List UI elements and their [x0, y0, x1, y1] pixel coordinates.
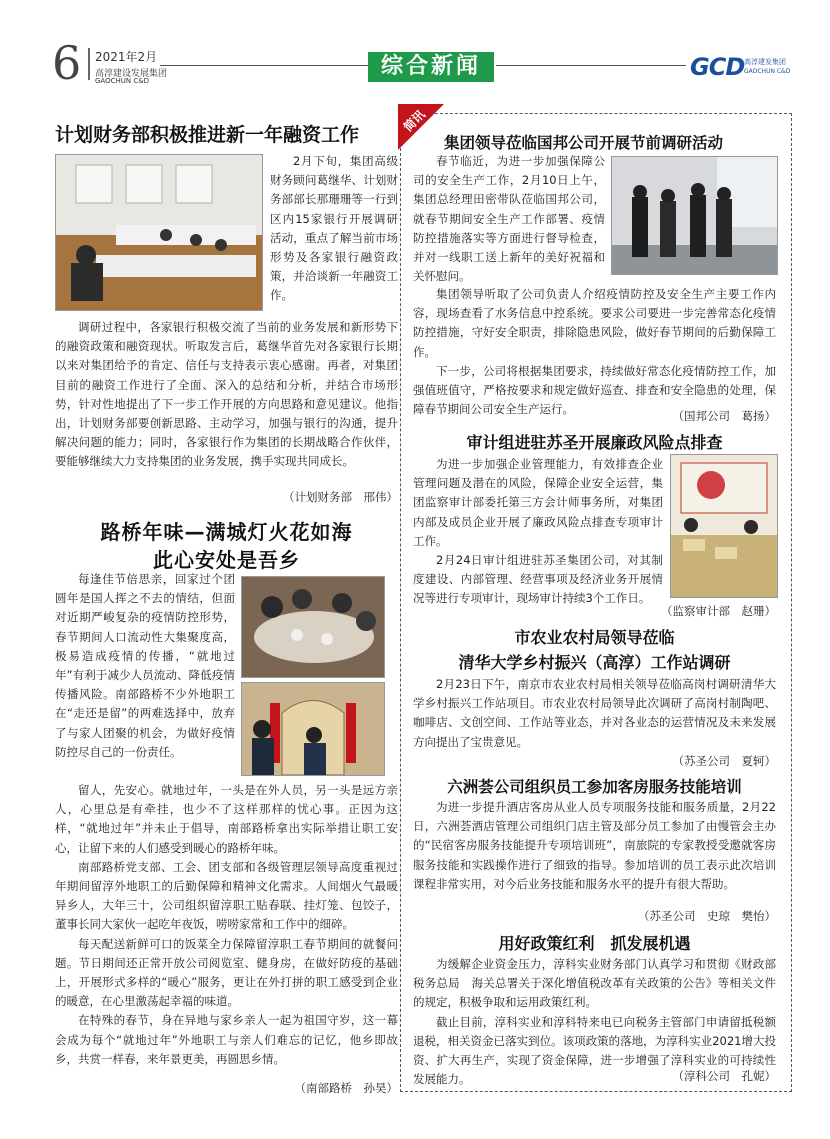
issue-date: 2021年2月	[95, 50, 158, 64]
lanterns-title-line2: 此心安处是吾乡	[153, 548, 300, 572]
agri-paragraph-1: 2月23日下午，南京市农业农村局相关领导莅临高岗村调研清华大学乡村振兴工作站项目。市农业农村局领导此次调研了高岗村制陶吧、咖啡店、文创空间、工作站等业态，并对各业态的运营情况及未来发展方向提出了宝贵意见。	[413, 677, 776, 749]
policy-paragraph-2: 截止目前，淳科实业和淳科特来电已向税务主管部门申请留抵税额退税，相关资金已落实到位。该项政策的落地，为淳科实业2021增大投资、扩大再生产，实现了资金保障，进一步增强了淳科实业的可持续性发展能力。	[413, 1014, 776, 1087]
brief-tag	[398, 104, 444, 150]
guobang-title: 集团领导莅临国邦公司开展节前调研活动	[444, 134, 724, 152]
guobang-paragraph-1: 春节临近，为进一步加强保障公司的安全生产工作，2月10日上午，集团总经理田密带队莅临国邦公司，就春节期间安全生产工作部署、疫情防控措施落实等方面进行督导检查，并对一线职工送上新年的美好祝福和关怀慰问。	[413, 154, 605, 284]
guobang-body-1	[413, 152, 605, 286]
guobang-body-2	[413, 285, 776, 419]
lanterns-paragraph-4: 每天配送新鲜可口的饭菜全力保障留淳职工春节期间的就餐问题。节日期间还正常开放公司阅览室、健身房，在做好防疫的基础上，开展形式多样的“暖心”服务，更让在外打拼的职工感受到企业的暖意，在心里激荡起幸福的味道。	[55, 936, 398, 1009]
logo-cn: 高淳建发集团	[744, 58, 786, 66]
logo-mark: GCD	[690, 53, 745, 81]
lanterns-signature: （南部路桥 孙昊）	[294, 1081, 398, 1095]
lanterns-body-2	[55, 781, 398, 1069]
finance-signature: （计划财务部 邢伟）	[283, 490, 398, 504]
finance-meeting-photo	[55, 154, 263, 311]
finance-title: 计划财务部积极推进新一年融资工作	[55, 124, 360, 146]
guobang-inspection-photo	[611, 156, 778, 275]
header-rule-right	[496, 65, 686, 66]
page-number: 6	[52, 36, 82, 90]
couplets-photo	[241, 682, 385, 776]
section-title: 综合新闻	[368, 52, 494, 82]
lanterns-paragraph-5: 在特殊的春节，身在异地与家乡亲人一起为祖国守岁，这一幕会成为每个“就地过年”外地职工与亲人们难忘的记忆，他乡即故乡，共赏一样春，来年景更美，再圆思乡情。	[55, 1013, 398, 1066]
dinner-photo	[241, 576, 385, 678]
policy-paragraph-1: 为缓解企业资金压力，淳科实业财务部门认真学习和贯彻《财政部 税务总局 海关总署关于深化增值税改革有关政策的公告》等相关文件的规定，积极争取和运用政策红利。	[413, 957, 788, 1010]
finance-body-2	[55, 318, 398, 472]
logo	[690, 52, 791, 82]
lanterns-title-line1: 路桥年味—满城灯火花如海	[100, 520, 353, 544]
header-rule-left	[160, 65, 368, 66]
audit-office-photo	[670, 454, 778, 598]
paper-name: 高淳建设发展集团	[95, 69, 168, 79]
policy-signature: （淳科公司 孔妮）	[672, 1069, 776, 1083]
audit-paragraph-1: 为进一步加强企业管理能力，有效排查企业管理问题及潜在的风险，保障企业安全运营，集团监察审计部委托第三方会计师事务所，对集团内部及成员企业开展了廉政风险点排查专项审计工作。	[413, 457, 663, 548]
audit-paragraph-2: 2月24日审计组进驻苏圣集团公司，对其制度建设、内部管理、经营事项及经济业务开展情况等进行专项审计，现场审计持续3个工作日。	[413, 553, 663, 606]
header-divider	[88, 48, 90, 80]
guobang-paragraph-3: 下一步，公司将根据集团要求，持续做好常态化疫情防控工作，加强值班值守，严格按要求和规定做好巡查、排查和安全隐患的处理，保障春节期间公司安全生产运行。	[413, 363, 776, 417]
guobang-paragraph-2: 集团领导听取了公司负责人介绍疫情防控及安全生产主要工作内容，现场查看了水务信息中控系统。要求公司要进一步完善常态化疫情防控措施，守好安全职责，排除隐患风险，做好春节期间的后勤保障工作。	[413, 287, 776, 359]
lanterns-body-1	[55, 570, 235, 762]
guobang-signature: （国邦公司 葛扬）	[672, 409, 776, 423]
agri-title-line2: 清华大学乡村振兴（高淳）工作站调研	[458, 653, 731, 672]
lanterns-paragraph-2: 留人，先安心。就地过年，一头是在外人员，另一头是远方亲人，心里总是有牵挂，也少不了这样那样的忧心事。正因为这样，“就地过年”并未止于倡导，南部路桥拿出实际举措让职工安心，让留下来的人们感受到暖心的路桥年味。	[55, 783, 398, 855]
audit-signature: （监察审计部 赵珊）	[661, 604, 776, 618]
hotel-paragraph-1: 为进一步提升酒店客房从业人员专项服务技能和服务质量，2月22日，六洲荟酒店管理公司组织门店主管及部分员工参加了由慢管会主办的“民宿客房服务技能提升专项培训班”，南旅院的专家教授受邀就客房服务技能和实践操作进行了细致的指导。参加培训的员工表示此次培训课程非常实用，对今后业务技能和服务水平的提升有很大帮助。	[413, 800, 776, 891]
hotel-title: 六洲荟公司组织员工参加客房服务技能培训	[447, 778, 742, 796]
finance-paragraph-2: 调研过程中，各家银行积极交流了当前的业务发展和新形势下的融资政策和融资现状。听取发言后，葛继华首先对各家银行长期以来对集团给予的肯定、信任与支持表示衷心感谢。再者，对集团目前的融资工作进行了全面、深入的总结和分析，并结合市场形势，针对性地提出了下一步工作开展的方向思路和意见建议。他指出，计划财务部要创新思路、主动学习，加强与银行的沟通，提升解决问题的能力；同时，各家银行作为集团的长期战略合作伙伴，要能够继续大力支持集团的业务发展，携手实现共同成长。	[55, 320, 398, 469]
audit-title: 审计组进驻苏圣开展廉政风险点排查	[466, 433, 723, 452]
audit-body	[413, 455, 663, 609]
brief-tag-text: 简讯	[400, 107, 428, 135]
page-header	[0, 0, 830, 92]
finance-paragraph-1: 2月下旬，集团高级财务顾问葛继华、计划财务部部长那珊珊等一行到区内15家银行开展调研活动，重点了解当前市场形势及各家银行融资政策，并洽谈新一年融资工作。	[270, 154, 398, 303]
lanterns-paragraph-3: 南部路桥党支部、工会、团支部和各级管理层领导高度重视过年期间留淳外地职工的后勤保障和精神文化需求。人间烟火气最暖异乡人，大年三十，公司组织留淳职工贴春联、挂灯笼、包饺子，董事长同大家伙一起吃年夜饭，唠唠家常和工作中的细碎。	[55, 859, 398, 932]
hotel-signature: （苏圣公司 史琼 樊怡）	[638, 909, 776, 923]
finance-body-1	[270, 152, 398, 306]
agri-title-line1: 市农业农村局领导莅临	[514, 628, 675, 647]
agri-signature: （苏圣公司 夏轲）	[672, 754, 776, 768]
paper-name-en: GAOCHUN C&D	[95, 77, 150, 85]
logo-en: GAOCHUN C&D	[744, 68, 791, 75]
agri-body	[413, 675, 776, 752]
policy-title: 用好政策红利 抓发展机遇	[498, 934, 691, 953]
lanterns-paragraph-1: 每逢佳节倍思亲，回家过个团圆年是国人挥之不去的情结，但面对近期严峻复杂的疫情防控形势，春节期间人口流动性大集聚度高，极易造成疫情的传播，“就地过年”有利于减少人员流动、降低疫情传播风险。南部路桥不少外地职工在“走还是留”的两难选择中，放弃了与家人团聚的机会，为做好疫情防控尽自己的一份责任。	[55, 572, 235, 759]
hotel-body	[413, 798, 776, 894]
